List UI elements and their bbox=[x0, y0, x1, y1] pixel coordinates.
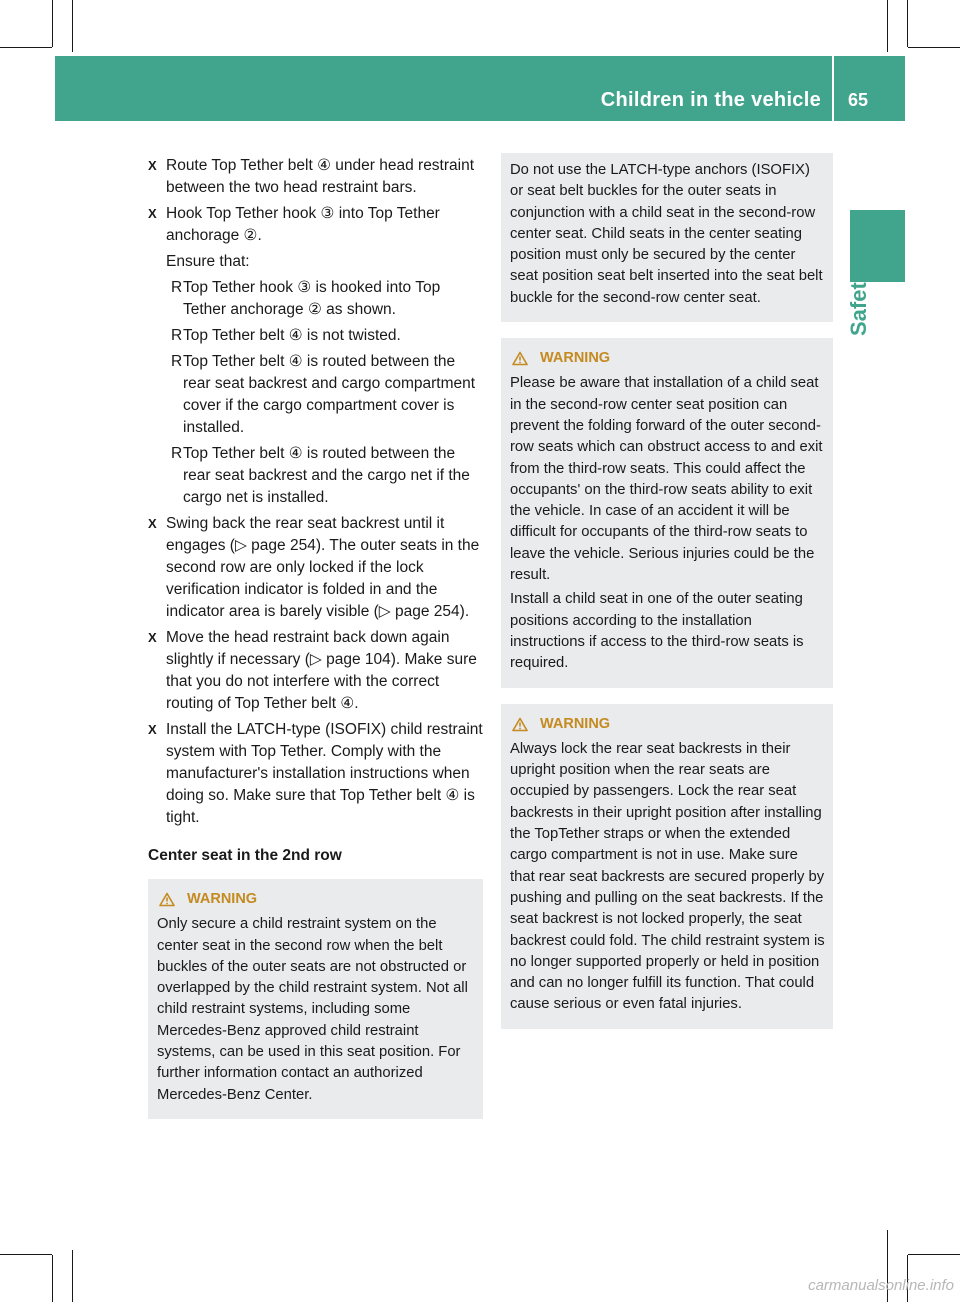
warning-triangle-icon bbox=[512, 351, 528, 366]
section-tab-text: Safety bbox=[846, 269, 871, 336]
bullet-text: Top Tether hook ③ is hooked into Top Tether anchorage ② as shown. bbox=[183, 279, 441, 318]
step-text: Hook Top Tether hook ③ into Top Tether anchorage ②. bbox=[166, 205, 440, 244]
warning-header bbox=[510, 714, 825, 735]
crop-mark bbox=[0, 1254, 52, 1255]
section-heading: Center seat in the 2nd row bbox=[148, 847, 342, 864]
step-text: Move the head restraint back down again slightly if necessary (▷ page 104). Make sure that you do not interfere with the correct routing of Top Tether belt ④. bbox=[166, 629, 477, 712]
bullet-dot: R bbox=[171, 353, 183, 370]
instruction-step bbox=[148, 203, 483, 247]
watermark: carmanualsonline.info bbox=[808, 1277, 954, 1294]
warning-label: WARNING bbox=[540, 715, 611, 732]
bullet-dot: R bbox=[171, 279, 183, 296]
crop-mark bbox=[72, 1250, 73, 1302]
crop-mark bbox=[72, 0, 73, 52]
header-divider bbox=[832, 56, 834, 121]
warning-text: Only secure a child restraint system on the center seat in the second row when the belt buckles of the outer seats are not obstructed or overlapped by the child restraint system. Not all child restraint systems, including some Mercedes-Benz approved child restraint systems, can be used in this seat position. For further information contact an authorized Mercedes-Benz Center. bbox=[157, 916, 468, 1103]
warning-label: WARNING bbox=[540, 350, 611, 367]
bullet-text: Top Tether belt ④ is routed between the rear seat backrest and the cargo net if the cargo net is installed. bbox=[183, 445, 470, 506]
step-marker: X bbox=[148, 630, 157, 645]
bullet-dot: R bbox=[171, 445, 183, 462]
warning-text: Please be aware that installation of a child seat in the second-row center seat position can prevent the folding forward of the outer second-row seats which can obstruct access to and exit from the third-row seats. This could affect the occupants' on the third-row seats ability to exit the vehicle. In case of an accident it will be difficult for occupants of the third-row seats to leave the vehicle. Serious injuries could be the result. bbox=[510, 375, 823, 584]
step-text: Swing back the rear seat backrest until it engages (▷ page 254). The outer seats in the second row are only locked if the lock verification indicator is folded in and the indicator area is barely visible (▷ page 254). bbox=[166, 515, 480, 620]
bullet-dot: R bbox=[171, 327, 183, 344]
ensure-list bbox=[148, 277, 483, 509]
right-column bbox=[501, 153, 833, 1045]
ensure-bullet bbox=[166, 443, 483, 509]
bullet-text: Top Tether belt ④ is not twisted. bbox=[183, 327, 401, 344]
instruction-step bbox=[148, 155, 483, 199]
warning-box bbox=[501, 704, 833, 1029]
warning-text: Install a child seat in one of the outer seating positions according to the installation instructions if access to the third-row seats is required. bbox=[510, 591, 804, 672]
warning-label: WARNING bbox=[187, 891, 258, 907]
warning-box bbox=[148, 879, 483, 1119]
step-text: Install the LATCH-type (ISOFIX) child restraint system with Top Tether. Comply with the manufacturer's installation instructions when doing so. Make sure that Top Tether belt ④ is tight. bbox=[166, 721, 483, 826]
chapter-title: Children in the vehicle bbox=[600, 89, 821, 111]
ensure-bullet bbox=[166, 351, 483, 439]
crop-mark bbox=[908, 1254, 960, 1255]
bullet-text: Top Tether belt ④ is routed between the rear seat backrest and cargo compartment cover if the cargo compartment cover is installed. bbox=[183, 353, 476, 436]
crop-mark bbox=[907, 0, 908, 47]
page-number: 65 bbox=[848, 90, 869, 110]
warning-triangle-icon bbox=[159, 892, 175, 907]
step-marker: X bbox=[148, 206, 157, 221]
step-marker: X bbox=[148, 516, 157, 531]
left-column bbox=[148, 155, 483, 1135]
crop-mark bbox=[52, 1255, 53, 1302]
note-text: Do not use the LATCH-type anchors (ISOFIX) or seat belt buckles for the outer seats in conjunction with a child seat in the second-row center seat. Child seats in the center seating position must only be secured by the center seat position seat belt inserted into the seat belt buckle for the second-row center seat. bbox=[510, 162, 823, 306]
ensure-bullet bbox=[166, 277, 483, 321]
step-marker: X bbox=[148, 158, 157, 173]
warning-text: Always lock the rear seat backrests in their upright position when the rear seats are occupied by passengers. Lock the rear seat backrests in their upright position after installing the TopTether straps or when the extended cargo compartment is not in use. Make sure that rear seat backrests are secured properly by pushing and pulling on the seat backrests. If the seat backrest is not locked properly, the seat backrest could fold. The child restraint system is no longer supported properly or held in position and can no longer fulfill its function. That could cause serious or even fatal injuries. bbox=[510, 740, 825, 1013]
note-box bbox=[501, 153, 833, 322]
crop-mark bbox=[908, 47, 960, 48]
instruction-step bbox=[148, 627, 483, 715]
warning-box bbox=[501, 338, 833, 687]
ensure-label: Ensure that: bbox=[166, 253, 250, 270]
crop-mark bbox=[887, 0, 888, 52]
instruction-step bbox=[148, 513, 483, 623]
crop-mark bbox=[0, 47, 52, 48]
warning-triangle-icon bbox=[512, 717, 528, 732]
section-tab-label bbox=[846, 270, 872, 336]
step-marker: X bbox=[148, 722, 157, 737]
instruction-step bbox=[148, 719, 483, 829]
step-text: Route Top Tether belt ④ under head restraint between the two head restraint bars. bbox=[166, 157, 475, 196]
warning-header bbox=[157, 889, 475, 910]
ensure-bullet bbox=[166, 325, 483, 347]
warning-header bbox=[510, 348, 825, 369]
crop-mark bbox=[52, 0, 53, 47]
